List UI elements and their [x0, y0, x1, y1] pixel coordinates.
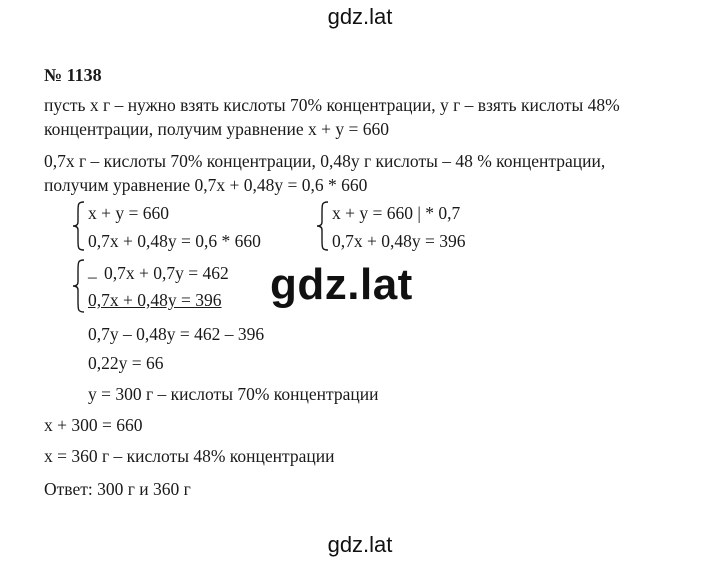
- watermark-top: gdz.lat: [327, 4, 393, 29]
- system1-eq2: 0,7х + 0,48у = 0,6 * 660: [88, 231, 261, 251]
- system2-eq2: 0,7х + 0,48у = 396: [332, 231, 466, 251]
- para1-line1: пусть х г – нужно взять кислоты 70% концентрации, у г – взять кислоты 48%: [44, 95, 620, 115]
- system1-brace: [70, 200, 86, 252]
- para1-line2: концентрации, получим уравнение х + у = 660: [44, 119, 389, 139]
- system3-minus: _: [88, 260, 97, 280]
- after-2: х = 360 г – кислоты 48% концентрации: [44, 446, 335, 466]
- watermark-middle: gdz.lat: [270, 260, 413, 309]
- system2-eq1: х + у = 660 | * 0,7: [332, 203, 461, 223]
- para2-line1: 0,7х г – кислоты 70% концентрации, 0,48у г кислоты – 48 % концентрации,: [44, 151, 606, 171]
- answer: Ответ: 300 г и 360 г: [44, 479, 191, 499]
- system2-brace: [314, 200, 330, 252]
- step-3: у = 300 г – кислоты 70% концентрации: [88, 384, 379, 404]
- task-number: № 1138: [44, 65, 102, 85]
- step-2: 0,22у = 66: [88, 353, 164, 373]
- system3-eq1: 0,7х + 0,7у = 462: [104, 263, 229, 283]
- after-1: х + 300 = 660: [44, 415, 143, 435]
- step-1: 0,7у – 0,48у = 462 – 396: [88, 324, 265, 344]
- system1-eq1: х + у = 660: [88, 203, 169, 223]
- system3-brace: [70, 258, 86, 314]
- para2-line2: получим уравнение 0,7х + 0,48у = 0,6 * 660: [44, 175, 368, 195]
- system3-eq2: 0,7х + 0,48у = 396: [88, 290, 222, 310]
- watermark-bottom: gdz.lat: [327, 532, 393, 557]
